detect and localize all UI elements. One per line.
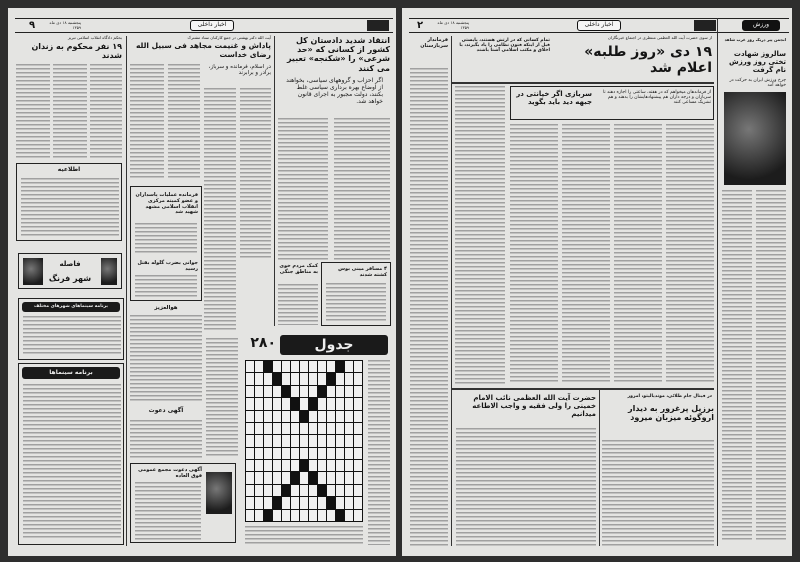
crossword-cell[interactable] xyxy=(264,435,272,446)
crossword-cell[interactable] xyxy=(291,497,299,508)
crossword-cell[interactable] xyxy=(300,386,308,397)
crossword-cell[interactable] xyxy=(336,497,344,508)
crossword-cell[interactable] xyxy=(300,472,308,483)
crossword-cell[interactable] xyxy=(318,435,326,446)
crossword-cell[interactable] xyxy=(300,448,308,459)
crossword-cell[interactable] xyxy=(273,411,281,422)
ad-cinema: شهر فرنگ xyxy=(48,274,92,283)
article-text xyxy=(334,118,390,261)
crossword-cell[interactable] xyxy=(327,472,335,483)
crossword-cell[interactable] xyxy=(255,373,263,384)
article-text xyxy=(16,64,50,158)
crossword-cell[interactable] xyxy=(327,373,335,384)
section-label: اخبار داخلی xyxy=(190,20,234,31)
crossword-cell[interactable] xyxy=(246,485,254,496)
cinema-ad[interactable] xyxy=(18,253,122,289)
crossword-cell[interactable] xyxy=(309,398,317,409)
section-label: اخبار داخلی xyxy=(577,20,621,31)
crossword-cell[interactable] xyxy=(336,373,344,384)
crossword-cell[interactable] xyxy=(336,386,344,397)
headline: سربازی اگر خیانتی در جبهه دید باید بگوید xyxy=(516,90,592,107)
crossword-cell[interactable] xyxy=(291,485,299,496)
crossword-cell[interactable] xyxy=(336,398,344,409)
crossword-cell[interactable] xyxy=(327,411,335,422)
crossword-cell[interactable] xyxy=(246,435,254,446)
crossword-cell[interactable] xyxy=(282,373,290,384)
news-box xyxy=(510,86,714,120)
crossword-cell[interactable] xyxy=(273,460,281,471)
crossword-cell[interactable] xyxy=(318,373,326,384)
crossword-cell[interactable] xyxy=(318,361,326,372)
crossword-cell[interactable] xyxy=(309,460,317,471)
crossword-cell[interactable] xyxy=(273,435,281,446)
crossword-cell[interactable] xyxy=(354,510,362,521)
crossword-cell[interactable] xyxy=(336,472,344,483)
article-text xyxy=(130,420,202,460)
article-text xyxy=(278,118,328,261)
crossword-cell[interactable] xyxy=(345,386,353,397)
crossword-cell[interactable] xyxy=(300,485,308,496)
crossword-cell[interactable] xyxy=(264,472,272,483)
article-text xyxy=(206,338,238,458)
kicker: انجمن پیر دریک روز غرب شاهد xyxy=(724,37,786,42)
article-text xyxy=(510,124,558,384)
article-text xyxy=(90,64,122,158)
crossword-cell[interactable] xyxy=(327,497,335,508)
crossword-cell[interactable] xyxy=(282,423,290,434)
crossword-cell[interactable] xyxy=(345,448,353,459)
crossword-cell[interactable] xyxy=(273,485,281,496)
crossword-cell[interactable] xyxy=(264,373,272,384)
crossword-cell[interactable] xyxy=(246,398,254,409)
crossword-cell[interactable] xyxy=(354,472,362,483)
crossword-cell[interactable] xyxy=(273,423,281,434)
article-text xyxy=(455,86,505,384)
crossword-cell[interactable] xyxy=(246,448,254,459)
crossword-cell[interactable] xyxy=(291,423,299,434)
crossword-cell[interactable] xyxy=(354,386,362,397)
crossword-cell[interactable] xyxy=(309,386,317,397)
crossword-cell[interactable] xyxy=(264,386,272,397)
crossword-cell[interactable] xyxy=(255,411,263,422)
sports-logo: ورزش xyxy=(742,20,780,31)
program-title: برنامه سینماها xyxy=(22,367,120,379)
crossword-cell[interactable] xyxy=(336,435,344,446)
crossword-cell[interactable] xyxy=(354,435,362,446)
lead: چرخ ورزش ایران به حرکت در خواهد آمد xyxy=(729,78,786,89)
page-header xyxy=(409,18,789,33)
crossword-cell[interactable] xyxy=(354,485,362,496)
article-text xyxy=(722,190,752,540)
crossword-cell[interactable] xyxy=(273,510,281,521)
crossword-cell[interactable] xyxy=(318,472,326,483)
crossword-cell[interactable] xyxy=(309,448,317,459)
crossword-cell[interactable] xyxy=(282,398,290,409)
crossword-cell[interactable] xyxy=(273,472,281,483)
kicker: آیت الله دکتر بهشتی در جمع کارکنان ستاد مشترک xyxy=(187,35,271,40)
crossword-cell[interactable] xyxy=(255,386,263,397)
crossword-cell[interactable] xyxy=(246,423,254,434)
crossword-number: ۲۸۰ xyxy=(250,335,276,351)
crossword-cell[interactable] xyxy=(354,460,362,471)
headline: برزیل پرغرور به دیدار اروگوئه میزبان میرود xyxy=(627,404,714,423)
article-text xyxy=(53,64,87,158)
crossword-cell[interactable] xyxy=(246,386,254,397)
crossword-cell[interactable] xyxy=(327,423,335,434)
crossword-cell[interactable] xyxy=(354,411,362,422)
crossword-cell[interactable] xyxy=(354,373,362,384)
crossword-cell[interactable] xyxy=(345,472,353,483)
crossword-cell[interactable] xyxy=(300,497,308,508)
crossword-cell[interactable] xyxy=(318,460,326,471)
crossword-cell[interactable] xyxy=(336,411,344,422)
subhead: اگر احزاب و گروههای سیاسی، بخواهند از اوضاع بهره برداری سیاسی غلط بکنند، دولت مجبور به اجرای قانون خواهد شد. xyxy=(286,77,383,105)
kicker: در فینال جام طلائی، موندیالیتو، امروز xyxy=(627,394,712,399)
crossword-cell[interactable] xyxy=(246,460,254,471)
crossword-cell[interactable] xyxy=(300,435,308,446)
crossword-cell[interactable] xyxy=(264,361,272,372)
cinema-program xyxy=(18,363,124,545)
crossword-cell[interactable] xyxy=(318,411,326,422)
crossword-cell[interactable] xyxy=(318,497,326,508)
program-title: برنامه سینماهای شهرهای مختلف xyxy=(22,302,120,312)
crossword-cell[interactable] xyxy=(354,398,362,409)
crossword-cell[interactable] xyxy=(354,361,362,372)
crossword-cell[interactable] xyxy=(282,435,290,446)
crossword-cell[interactable] xyxy=(309,485,317,496)
crossword-cell[interactable] xyxy=(345,485,353,496)
crossword-cell[interactable] xyxy=(336,460,344,471)
right-page xyxy=(402,8,792,556)
crossword-cell[interactable] xyxy=(309,472,317,483)
crossword-cell[interactable] xyxy=(282,510,290,521)
crossword-cell[interactable] xyxy=(264,423,272,434)
crossword-cell[interactable] xyxy=(327,435,335,446)
crossword-cell[interactable] xyxy=(255,510,263,521)
crossword-cell[interactable] xyxy=(318,398,326,409)
article-text xyxy=(130,64,164,180)
crossword-cell[interactable] xyxy=(327,398,335,409)
crossword-title: جدول xyxy=(280,335,388,355)
ad-title: فاصله xyxy=(59,260,81,268)
crossword-cell[interactable] xyxy=(264,448,272,459)
crossword-cell[interactable] xyxy=(273,448,281,459)
article-text xyxy=(602,440,714,546)
side-lead: تمام کسانی که در ارتش هستند، بایستی قبل از اینکه فنون نظامی را یاد بگیرند، با اخلاق و مکتب اسلامی آشنا باشند xyxy=(459,38,550,54)
crossword-cell[interactable] xyxy=(309,373,317,384)
crossword-cell[interactable] xyxy=(345,497,353,508)
crossword-cell[interactable] xyxy=(264,460,272,471)
crossword-cell[interactable] xyxy=(336,485,344,496)
article-text xyxy=(130,315,202,403)
crossword-cell[interactable] xyxy=(264,411,272,422)
sports-photo xyxy=(724,92,786,185)
crossword-cell[interactable] xyxy=(300,423,308,434)
crossword-cell[interactable] xyxy=(300,398,308,409)
left-page xyxy=(8,8,396,556)
crossword-cell[interactable] xyxy=(300,411,308,422)
crossword-cell[interactable] xyxy=(291,435,299,446)
crossword-cell[interactable] xyxy=(246,497,254,508)
crossword-cell[interactable] xyxy=(309,435,317,446)
newspaper-logo xyxy=(367,20,389,31)
article-text xyxy=(756,190,786,540)
lead: از فرماندهان میخواهم که در هفته، ساعتی را اجازه دهند تا سربازان و درجه داران هم پیشنهادهایشان را بدهند و هم تشریک مساعی کنند xyxy=(602,90,711,106)
crossword-cell[interactable] xyxy=(246,411,254,422)
crossword-cell[interactable] xyxy=(354,448,362,459)
crossword-cell[interactable] xyxy=(300,510,308,521)
crossword-cell[interactable] xyxy=(255,472,263,483)
headline: اطلاعیه xyxy=(57,166,81,173)
crossword-cell[interactable] xyxy=(282,361,290,372)
crossword-cell[interactable] xyxy=(327,448,335,459)
crossword-cell[interactable] xyxy=(255,460,263,471)
news-box xyxy=(130,463,236,543)
crossword-cell[interactable] xyxy=(255,448,263,459)
crossword-cell[interactable] xyxy=(327,460,335,471)
headline: انتقاد شدید دادستان کل کشور از کسانی که «حد شرعی» را «شکنجه» تعبیر می کنند xyxy=(286,36,390,73)
crossword-cell[interactable] xyxy=(282,386,290,397)
crossword-clues xyxy=(245,526,363,546)
crossword-cell[interactable] xyxy=(273,373,281,384)
crossword-cell[interactable] xyxy=(255,497,263,508)
article-text xyxy=(278,284,318,325)
crossword-cell[interactable] xyxy=(345,423,353,434)
news-box xyxy=(16,163,122,241)
subhead: در اسلام، فرمانده و سرباز، برادر و برابرند xyxy=(208,64,271,77)
page-number: ۹ xyxy=(29,20,36,31)
headline: حضرت آیت الله العظمی نائب الامام خمینی را ولی فقیه و واجب الاطاعه میدانیم xyxy=(472,394,596,419)
page-date: پنجشنبه ۱۸ دی ماه ۱۳۵۹ xyxy=(437,20,469,30)
headline: آگهی دعوت xyxy=(148,407,184,414)
crossword-cell[interactable] xyxy=(291,460,299,471)
news-box xyxy=(130,186,202,301)
crossword-cell[interactable] xyxy=(345,361,353,372)
ad-photo xyxy=(23,258,43,285)
crossword-cell[interactable] xyxy=(318,485,326,496)
crossword-cell[interactable] xyxy=(246,373,254,384)
article-text xyxy=(562,124,610,384)
crossword-cell[interactable] xyxy=(345,510,353,521)
crossword-cell[interactable] xyxy=(255,398,263,409)
crossword-cell[interactable] xyxy=(300,373,308,384)
crossword-cell[interactable] xyxy=(264,510,272,521)
crossword-cell[interactable] xyxy=(309,361,317,372)
crossword-cell[interactable] xyxy=(318,386,326,397)
crossword-cell[interactable] xyxy=(345,435,353,446)
headline: فرماندار سربازستان xyxy=(420,37,448,49)
headline: هوالعزیز xyxy=(154,305,178,311)
crossword-cell[interactable] xyxy=(282,472,290,483)
crossword-cell[interactable] xyxy=(246,361,254,372)
crossword-cell[interactable] xyxy=(354,497,362,508)
crossword-cell[interactable] xyxy=(291,361,299,372)
crossword-cell[interactable] xyxy=(327,510,335,521)
crossword-clues xyxy=(368,360,390,545)
crossword-cell[interactable] xyxy=(318,448,326,459)
news-box xyxy=(321,262,391,326)
ad-photo xyxy=(101,258,117,285)
page-date: پنجشنبه ۱۸ دی ماه ۱۳۵۹ xyxy=(49,20,81,30)
crossword-cell[interactable] xyxy=(291,373,299,384)
crossword-cell[interactable] xyxy=(255,435,263,446)
crossword-cell[interactable] xyxy=(327,485,335,496)
headline: جوانی بضرب گلوله بقتل رسید xyxy=(137,260,198,272)
headline: ۴ مسافر مینی بوس کشته شدند xyxy=(338,266,387,278)
crossword-cell[interactable] xyxy=(291,510,299,521)
crossword-cell[interactable] xyxy=(282,460,290,471)
crossword-cell[interactable] xyxy=(282,411,290,422)
crossword-cell[interactable] xyxy=(264,485,272,496)
crossword-cell[interactable] xyxy=(336,448,344,459)
portrait-photo xyxy=(206,472,232,514)
crossword-cell[interactable] xyxy=(291,411,299,422)
headline: کمک مردم خوی به مناطق جنگی xyxy=(279,263,318,275)
crossword-cell[interactable] xyxy=(282,497,290,508)
crossword-grid[interactable] xyxy=(245,360,363,522)
headline: سالروز شهادت تختی روز ورزش نام گرفت xyxy=(729,50,786,75)
article-text xyxy=(410,68,448,546)
newspaper-logo xyxy=(694,20,716,31)
headline: ۱۹ نفر محکوم به زندان شدند xyxy=(31,42,122,61)
article-text xyxy=(168,64,200,180)
article-text xyxy=(456,428,596,546)
page-header xyxy=(15,18,393,33)
crossword-cell[interactable] xyxy=(345,373,353,384)
crossword-cell[interactable] xyxy=(354,423,362,434)
crossword-cell[interactable] xyxy=(336,361,344,372)
crossword-cell[interactable] xyxy=(246,510,254,521)
crossword-cell[interactable] xyxy=(255,423,263,434)
crossword-cell[interactable] xyxy=(273,386,281,397)
crossword-cell[interactable] xyxy=(327,361,335,372)
article-text xyxy=(666,124,714,384)
crossword-cell[interactable] xyxy=(291,448,299,459)
crossword-cell[interactable] xyxy=(264,497,272,508)
crossword-cell[interactable] xyxy=(309,411,317,422)
headline: فرمانده عملیات پاسداران و عضو کمیته مرکزی انقلاب اسلامی مشهد شهید شد xyxy=(135,192,198,216)
crossword-cell[interactable] xyxy=(336,510,344,521)
crossword-cell[interactable] xyxy=(282,485,290,496)
crossword-cell[interactable] xyxy=(255,485,263,496)
kicker: بحکم دادگاه انقلاب اسلامی تبریز xyxy=(67,35,122,40)
headline: آگهی دعوت مجمع عمومی فوق العاده xyxy=(138,467,202,479)
crossword-cell[interactable] xyxy=(327,386,335,397)
crossword-cell[interactable] xyxy=(336,423,344,434)
article-text xyxy=(240,88,271,260)
crossword-cell[interactable] xyxy=(345,411,353,422)
crossword-cell[interactable] xyxy=(291,386,299,397)
crossword-cell[interactable] xyxy=(318,510,326,521)
crossword-cell[interactable] xyxy=(255,361,263,372)
page-number: ۲ xyxy=(417,20,424,31)
crossword-cell[interactable] xyxy=(309,423,317,434)
crossword-cell[interactable] xyxy=(345,460,353,471)
crossword-cell[interactable] xyxy=(291,398,299,409)
crossword-cell[interactable] xyxy=(273,398,281,409)
crossword-cell[interactable] xyxy=(300,460,308,471)
crossword-cell[interactable] xyxy=(309,497,317,508)
crossword-cell[interactable] xyxy=(273,361,281,372)
crossword-cell[interactable] xyxy=(282,448,290,459)
headline: ۱۹ دی «روز طلبه» اعلام شد xyxy=(584,44,712,77)
crossword-cell[interactable] xyxy=(264,398,272,409)
crossword-cell[interactable] xyxy=(300,361,308,372)
crossword-cell[interactable] xyxy=(345,398,353,409)
crossword-cell[interactable] xyxy=(318,423,326,434)
headline: پاداش و غنیمت مجاهد فی سبیل الله رضای خداست xyxy=(135,41,271,59)
crossword-cell[interactable] xyxy=(309,510,317,521)
cinema-program xyxy=(18,298,124,360)
article-text xyxy=(204,88,236,330)
kicker: از سوی حضرت آیت الله العظمی منتظری در اجتماع خبرنگاران xyxy=(607,35,712,40)
crossword-cell[interactable] xyxy=(246,472,254,483)
crossword-cell[interactable] xyxy=(291,472,299,483)
crossword-cell[interactable] xyxy=(273,497,281,508)
article-text xyxy=(614,124,662,384)
